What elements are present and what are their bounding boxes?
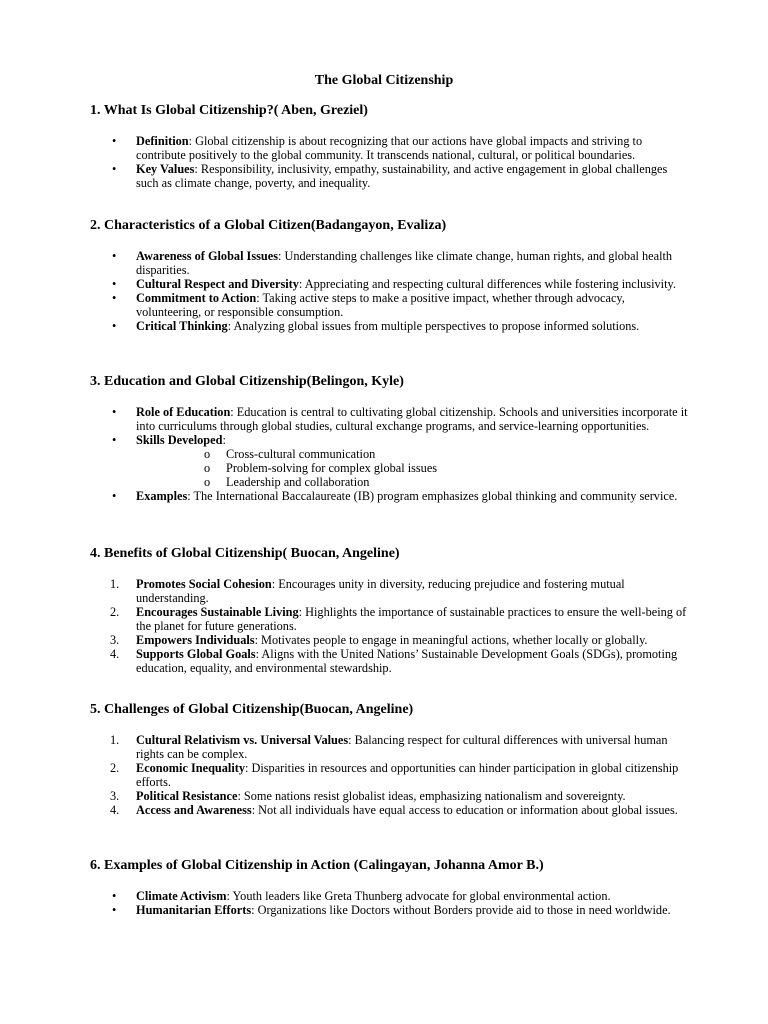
bullet: • [112, 489, 117, 503]
list-item [90, 789, 690, 803]
item-text: : Motivates people to engage in meaningful actions, whether locally or globally. [254, 633, 648, 647]
item-text: : Responsibility, inclusivity, empathy, sustainability, and active engagement in global challenges such as climate change, poverty, and inequality. [136, 162, 668, 190]
list-item [90, 605, 690, 633]
item-label: Role of Education [136, 405, 231, 419]
list-item [90, 134, 690, 162]
section-heading: 1. What Is Global Citizenship?( Aben, Greziel) [90, 103, 368, 118]
document-title: The Global Citizenship [314, 73, 454, 88]
list-item [90, 577, 690, 605]
list-item [90, 291, 690, 319]
number-marker: 3. [110, 633, 120, 647]
list-item [90, 761, 690, 789]
item-label: Access and Awareness [136, 803, 252, 817]
item-text: : The International Baccalaureate (IB) program emphasizes global thinking and community service. [187, 489, 678, 503]
item-label: Key Values [136, 162, 195, 176]
number-marker: 3. [110, 789, 120, 803]
section-heading: 6. Examples of Global Citizenship in Action (Calingayan, Johanna Amor B.) [90, 858, 544, 873]
item-text: : Disparities in resources and opportunities can hinder participation in global citizenship efforts. [136, 761, 679, 789]
bullet: • [112, 134, 117, 148]
bullet: • [112, 405, 117, 419]
list-item [90, 162, 690, 190]
list-item [90, 889, 690, 903]
item-label: Cultural Relativism vs. Universal Values [136, 733, 349, 747]
list-item [90, 633, 690, 647]
item-text: : Appreciating and respecting cultural differences while fostering inclusivity. [298, 277, 676, 291]
list-item [90, 249, 690, 277]
item-label: Cultural Respect and Diversity [136, 277, 299, 291]
section-challenges [90, 701, 690, 817]
list-item [90, 647, 690, 675]
item-label: Encourages Sustainable Living [136, 605, 299, 619]
item-label: Examples [136, 489, 188, 503]
sub-bullet: o [204, 461, 211, 475]
number-marker: 4. [110, 647, 120, 661]
item-label: Climate Activism [136, 889, 227, 903]
list-item [90, 433, 690, 489]
item-label: Empowers Individuals [136, 633, 255, 647]
item-text: : Organizations like Doctors without Borders provide aid to those in need worldwide. [251, 903, 671, 917]
section-heading: 5. Challenges of Global Citizenship(Buocan, Angeline) [90, 702, 414, 717]
list-item [90, 277, 690, 291]
sub-item-text: Problem-solving for complex global issues [226, 461, 438, 475]
item-text: : Aligns with the United Nations’ Sustainable Development Goals (SDGs), promoting education, equality, and environmental stewardship. [136, 647, 678, 675]
item-text: : Balancing respect for cultural differences with universal human rights can be complex. [136, 733, 668, 761]
bullet: • [112, 162, 117, 176]
item-label: Promotes Social Cohesion [136, 577, 272, 591]
item-label: Economic Inequality [136, 761, 245, 775]
section-heading: 4. Benefits of Global Citizenship( Buocan, Angeline) [90, 546, 400, 561]
sub-item-text: Leadership and collaboration [226, 475, 370, 489]
item-label: Political Resistance [136, 789, 238, 803]
list-item [90, 319, 690, 333]
number-marker: 1. [110, 577, 120, 591]
item-text: : Global citizenship is about recognizing that our actions have global impacts and striving to contribute positively to the global community. It transcends national, cultural, or political boundaries. [136, 134, 643, 162]
sub-bullet: o [204, 475, 211, 489]
item-label: Definition [136, 134, 189, 148]
number-marker: 4. [110, 803, 120, 817]
item-text: : Education is central to cultivating global citizenship. Schools and universities incorporate it into curriculums through global studies, cultural exchange programs, and service-learning opportunities. [136, 405, 688, 433]
item-label: Critical Thinking [136, 319, 228, 333]
sub-bullet: o [204, 447, 211, 461]
section-what-is-global-citizenship [90, 102, 690, 190]
item-label: Awareness of Global Issues [136, 249, 278, 263]
number-marker: 1. [110, 733, 120, 747]
list-item [90, 733, 690, 761]
bullet: • [112, 889, 117, 903]
section-characteristics [90, 217, 690, 333]
item-label: Commitment to Action [136, 291, 257, 305]
item-text: : Youth leaders like Greta Thunberg advocate for global environmental action. [226, 889, 611, 903]
item-text: : Not all individuals have equal access to education or information about global issues. [251, 803, 678, 817]
list-item [90, 405, 690, 433]
sub-list-item [136, 447, 690, 461]
bullet: • [112, 291, 117, 305]
item-text: : Analyzing global issues from multiple perspectives to propose informed solutions. [227, 319, 640, 333]
item-label: Supports Global Goals [136, 647, 256, 661]
sub-list-item [136, 461, 690, 475]
sub-list-item [136, 475, 690, 489]
item-text: : Encourages unity in diversity, reducing prejudice and fostering mutual understanding. [136, 577, 625, 605]
item-text: : Some nations resist globalist ideas, emphasizing nationalism and sovereignty. [237, 789, 626, 803]
section-heading: 2. Characteristics of a Global Citizen(Badangayon, Evaliza) [90, 218, 447, 233]
section-education [90, 373, 690, 503]
item-text: : Taking active steps to make a positive impact, whether through advocacy, volunteering, or responsible consumption. [136, 291, 625, 319]
item-text: : Highlights the importance of sustainable practices to ensure the well-being of the planet for future generations. [136, 605, 687, 633]
list-item [90, 903, 690, 917]
section-examples-in-action [90, 857, 690, 917]
number-marker: 2. [110, 605, 120, 619]
list-item [90, 489, 690, 503]
item-label: Humanitarian Efforts [136, 903, 252, 917]
bullet: • [112, 433, 117, 447]
section-benefits [90, 545, 690, 675]
bullet: • [112, 249, 117, 263]
list-item [90, 803, 690, 817]
section-heading: 3. Education and Global Citizenship(Belingon, Kyle) [90, 374, 404, 389]
item-text: : [222, 433, 226, 447]
item-text: : Understanding challenges like climate change, human rights, and global health disparities. [136, 249, 673, 277]
bullet: • [112, 903, 117, 917]
bullet: • [112, 277, 117, 291]
sub-item-text: Cross-cultural communication [226, 447, 376, 461]
bullet: • [112, 319, 117, 333]
item-label: Skills Developed [136, 433, 223, 447]
number-marker: 2. [110, 761, 120, 775]
